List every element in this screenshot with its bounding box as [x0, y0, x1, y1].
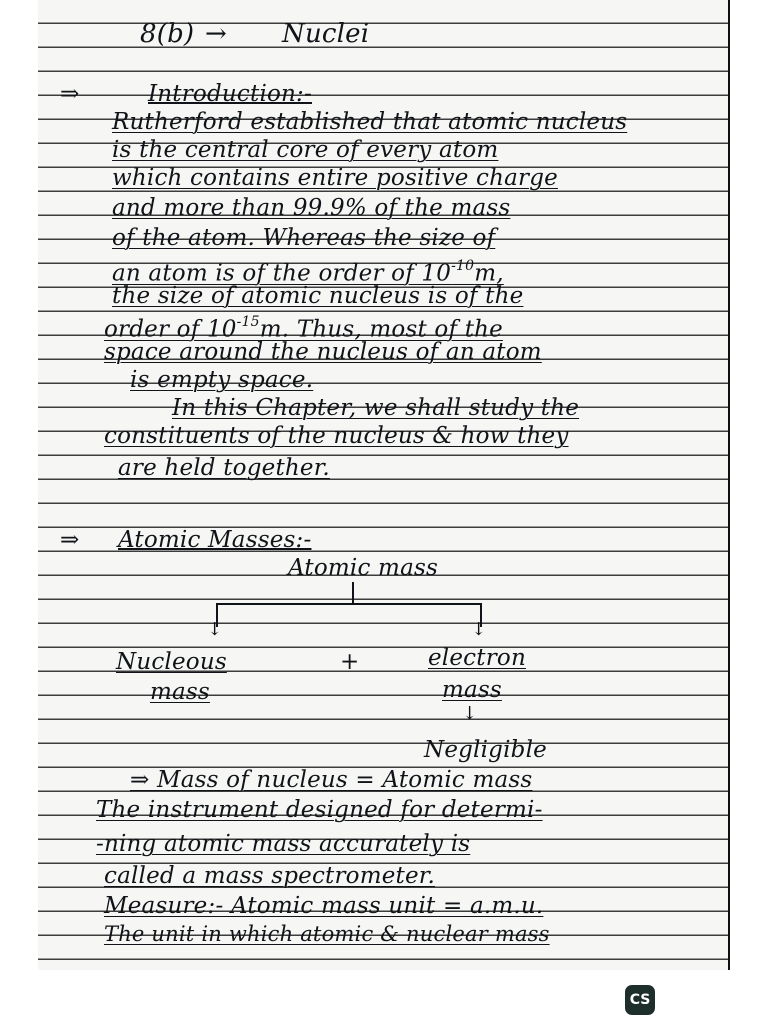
intro-line-6 [112, 256, 504, 286]
electron-label: electron [428, 645, 526, 671]
intro-line-8-tail: m. Thus, most of the [259, 316, 503, 343]
intro-line-4: and more than 99.9% of the mass [112, 195, 511, 221]
diagram-branch [216, 603, 482, 605]
intro-line-9: space around the nucleus of an atom [104, 339, 542, 365]
atomic-masses-heading: Atomic Masses:- [118, 527, 312, 553]
electron-mass-label: mass [442, 677, 502, 703]
title-arrow: → [205, 19, 227, 49]
intro-line-11: In this Chapter, we shall study the [172, 395, 580, 421]
right-arrow-icon: ↓ [471, 619, 487, 640]
intro-line-2: is the central core of every atom [112, 137, 499, 163]
mass-line-1: ⇒ Mass of nucleus = Atomic mass [130, 767, 533, 793]
mass-line-2: The instrument designed for determi- [96, 797, 543, 823]
chapter-number: 8(b) [140, 19, 195, 49]
intro-line-1: Rutherford established that atomic nucleus [112, 109, 628, 135]
nucleus-label: Nucleous [116, 649, 227, 675]
intro-marker: ⇒ [60, 81, 80, 107]
diagram-root: Atomic mass [288, 555, 438, 581]
intro-line-12: constituents of the nucleus & how they [104, 423, 569, 449]
intro-line-6-unit: m, [474, 260, 504, 287]
page-title: Nuclei [282, 19, 370, 49]
diagram-stem [352, 582, 354, 604]
intro-line-5: of the atom. Whereas the size of [112, 225, 496, 251]
intro-heading: Introduction:- [148, 81, 312, 107]
nucleus-mass-label: mass [150, 679, 210, 705]
exponent-minus-15: -15 [236, 314, 260, 330]
intro-line-6-text: an atom is of the order of 10 [112, 260, 452, 287]
intro-line-7: the size of atomic nucleus is of the [112, 283, 524, 309]
left-arrow-icon: ↓ [207, 619, 223, 640]
mass-line-6: The unit in which atomic & nuclear mass [104, 922, 550, 946]
intro-line-10: is empty space. [130, 367, 314, 393]
negligible-arrow-icon: ↓ [462, 703, 478, 724]
mass-line-3: -ning atomic mass accurately is [96, 831, 471, 857]
intro-line-13: are held together. [118, 455, 330, 481]
atomic-masses-marker: ⇒ [60, 527, 80, 553]
intro-line-8 [104, 312, 503, 342]
mass-line-4: called a mass spectrometer. [104, 863, 435, 889]
mass-line-5: Measure:- Atomic mass unit = a.m.u. [104, 893, 544, 919]
intro-line-8-text: order of 10 [104, 316, 237, 343]
intro-line-3: which contains entire positive charge [112, 165, 558, 191]
negligible-label: Negligible [424, 737, 547, 763]
camscanner-logo-icon: CS [625, 985, 655, 1015]
plus-sign: + [340, 649, 360, 675]
exponent-minus-10: -10 [451, 258, 475, 274]
